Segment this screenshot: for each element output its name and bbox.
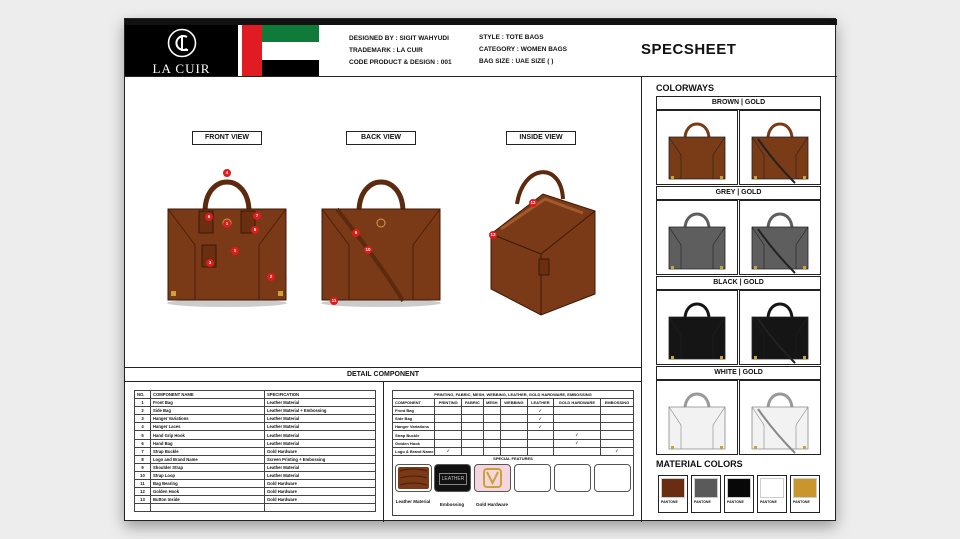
detail-cell: 8 bbox=[135, 455, 151, 463]
detail-component-title: DETAIL COMPONENT bbox=[125, 368, 641, 382]
detail-cell: Hand Bag bbox=[151, 439, 265, 447]
detail-cell: Bag Bearing bbox=[151, 480, 265, 488]
feature-empty-2 bbox=[554, 464, 591, 492]
marker-back-9: 9 bbox=[352, 229, 360, 237]
detail-cell: Gold Hardware bbox=[265, 488, 376, 496]
printing-check-cell bbox=[553, 423, 600, 431]
printing-check-cell bbox=[435, 439, 462, 447]
printing-check-cell bbox=[483, 439, 501, 447]
uae-flag bbox=[242, 25, 319, 77]
colorway-label: BLACK | GOLD bbox=[656, 276, 821, 290]
table-row bbox=[135, 431, 376, 439]
printing-check-cell bbox=[435, 423, 462, 431]
table-row bbox=[135, 471, 376, 479]
swatch-chip bbox=[727, 478, 751, 498]
detail-cell: Golden Hook bbox=[151, 488, 265, 496]
printing-header-cell: LEATHER bbox=[527, 399, 553, 407]
detail-cell bbox=[265, 504, 376, 512]
printing-check-cell bbox=[501, 415, 528, 423]
swatch-chip bbox=[694, 478, 718, 498]
marker-back-11: 11 bbox=[331, 298, 337, 303]
printing-check-cell bbox=[483, 431, 501, 439]
detail-cell: 10 bbox=[135, 471, 151, 479]
marker-inside-12: 12 bbox=[530, 200, 536, 205]
colorway-label: GREY | GOLD bbox=[656, 186, 821, 200]
printing-check-cell bbox=[600, 415, 633, 423]
colorway-bag-front bbox=[656, 380, 738, 455]
detail-cell: 2 bbox=[135, 407, 151, 415]
printing-check-cell bbox=[501, 431, 528, 439]
detail-cell: Front Bag bbox=[151, 399, 265, 407]
printing-check-cell bbox=[553, 407, 600, 415]
front-view-label: FRONT VIEW bbox=[192, 131, 262, 145]
feature-label-embossing: Embossing bbox=[439, 502, 465, 507]
special-features-label: SPECIAL FEATURES bbox=[393, 455, 634, 515]
detail-cell bbox=[135, 504, 151, 512]
swatch-label: PANTONE bbox=[727, 500, 744, 504]
detail-cell: 13 bbox=[135, 496, 151, 504]
detail-cell: Hanger Variations bbox=[151, 415, 265, 423]
printing-component-cell: Golden Hook bbox=[393, 439, 435, 447]
colorway-label: WHITE | GOLD bbox=[656, 366, 821, 380]
meta-block-left bbox=[349, 33, 452, 69]
swatch-label: PANTONE bbox=[661, 500, 678, 504]
printing-check-cell bbox=[501, 407, 528, 415]
detail-cell: Strap Loop bbox=[151, 471, 265, 479]
meta-block-right bbox=[479, 32, 567, 68]
table-row bbox=[135, 480, 376, 488]
table-row bbox=[135, 447, 376, 455]
colorway-bag-front bbox=[656, 200, 738, 275]
detail-cell: Leather Material bbox=[265, 415, 376, 423]
printing-header-cell: COMPONENT bbox=[393, 399, 435, 407]
back-view-bag bbox=[319, 167, 443, 307]
designed-by: DESIGNED BY : SIGIT WAHYUDI bbox=[349, 35, 449, 42]
spec-sheet bbox=[124, 18, 836, 521]
printing-check-cell bbox=[501, 423, 528, 431]
detail-cell: Leather Material bbox=[265, 423, 376, 431]
marker-front-3: 3 bbox=[206, 259, 214, 267]
printing-check-cell bbox=[435, 431, 462, 439]
printing-check-cell: ✓ bbox=[527, 415, 553, 423]
table-row bbox=[393, 423, 634, 431]
detail-cell: 9 bbox=[135, 463, 151, 471]
detail-cell: Strap Buckle bbox=[151, 447, 265, 455]
detail-cell: Leather Material bbox=[265, 399, 376, 407]
printing-table-title: PRINTING, FABRIC, MESH, WEBBING, LEATHER, GOLD HARDWARE, EMBOSSING bbox=[393, 391, 634, 399]
marker-front-7: 7 bbox=[253, 212, 261, 220]
detail-cell: Gold Hardware bbox=[265, 480, 376, 488]
colorways-title: COLORWAYS bbox=[656, 83, 715, 93]
material-swatch bbox=[790, 475, 820, 513]
printing-component-cell: Front Bag bbox=[393, 407, 435, 415]
feature-gold-hardware bbox=[474, 464, 511, 492]
detail-cell: 5 bbox=[135, 431, 151, 439]
inside-view-label: INSIDE VIEW bbox=[506, 131, 576, 145]
feature-leather-material bbox=[395, 464, 432, 492]
style: STYLE : TOTE BAGS bbox=[479, 34, 544, 41]
colorway-label: BROWN | GOLD bbox=[656, 96, 821, 110]
printing-check-cell bbox=[462, 407, 484, 415]
feature-embossing bbox=[434, 464, 471, 492]
printing-check-cell bbox=[435, 407, 462, 415]
printing-check-cell bbox=[462, 431, 484, 439]
table-row bbox=[393, 407, 634, 415]
printing-component-cell: Hanger Variations bbox=[393, 423, 435, 431]
table-row bbox=[135, 439, 376, 447]
feature-label-gold: Gold Hardware bbox=[475, 502, 508, 507]
marker-front-5: 5 bbox=[251, 226, 259, 234]
printing-check-cell bbox=[462, 415, 484, 423]
printing-header-cell: PRINTING bbox=[435, 399, 462, 407]
table-row bbox=[135, 504, 376, 512]
table-row bbox=[393, 415, 634, 423]
detail-cell: Shoulder Strap bbox=[151, 463, 265, 471]
feature-label-leather: Leather Material bbox=[395, 499, 431, 504]
printing-check-cell bbox=[462, 439, 484, 447]
printing-check-cell bbox=[462, 423, 484, 431]
brand-logo bbox=[125, 25, 238, 77]
printing-component-cell: Logo & Brand Name bbox=[393, 447, 435, 455]
detail-cell: Leather Material bbox=[265, 431, 376, 439]
detail-cell: Button Inside bbox=[151, 496, 265, 504]
printing-check-cell bbox=[483, 447, 501, 455]
brand-name: LA CUIR bbox=[152, 61, 211, 76]
material-swatch bbox=[691, 475, 721, 513]
detail-cell: 1 bbox=[135, 399, 151, 407]
table-row bbox=[135, 415, 376, 423]
front-view-bag bbox=[165, 167, 289, 307]
product-code: CODE PRODUCT & DESIGN : 001 bbox=[349, 59, 452, 66]
detail-header-cell: COMPONENT NAME bbox=[151, 391, 265, 399]
right-panel-divider bbox=[641, 76, 642, 522]
detail-cell: Leather Material + Embossing bbox=[265, 407, 376, 415]
printing-table bbox=[392, 390, 634, 516]
printing-check-cell bbox=[527, 431, 553, 439]
printing-check-cell: ✓ bbox=[553, 439, 600, 447]
bag-size: BAG SIZE : UAE SIZE ( ) bbox=[479, 58, 554, 65]
detail-cell: Hanger Laces bbox=[151, 423, 265, 431]
marker-inside-13: 13 bbox=[490, 232, 496, 237]
emboss-sample: LEATHER bbox=[439, 473, 467, 485]
printing-component-cell: Strap Buckle bbox=[393, 431, 435, 439]
printing-check-cell bbox=[600, 439, 633, 447]
marker-front-1a: 1 bbox=[223, 220, 231, 228]
table-row bbox=[135, 455, 376, 463]
printing-check-cell bbox=[527, 439, 553, 447]
printing-check-cell bbox=[600, 431, 633, 439]
printing-check-cell bbox=[600, 407, 633, 415]
detail-cell: Gold Hardware bbox=[265, 496, 376, 504]
detail-cell: 7 bbox=[135, 447, 151, 455]
detail-cell: Gold Hardware bbox=[265, 447, 376, 455]
detail-cell: Hand Grip Hook bbox=[151, 431, 265, 439]
marker-front-2: 2 bbox=[267, 273, 275, 281]
printing-check-cell bbox=[501, 439, 528, 447]
printing-check-cell: ✓ bbox=[600, 447, 633, 455]
detail-header-cell: NO. bbox=[135, 391, 151, 399]
printing-check-cell bbox=[553, 415, 600, 423]
material-swatch bbox=[658, 475, 688, 513]
feature-empty-1 bbox=[514, 464, 551, 492]
swatch-label: PANTONE bbox=[694, 500, 711, 504]
swatch-label: PANTONE bbox=[760, 500, 777, 504]
printing-check-cell bbox=[553, 447, 600, 455]
table-row bbox=[393, 439, 634, 447]
category: CATEGORY : WOMEN BAGS bbox=[479, 46, 567, 53]
detail-cell: 3 bbox=[135, 415, 151, 423]
table-row bbox=[135, 463, 376, 471]
printing-check-cell: ✓ bbox=[435, 447, 462, 455]
feature-empty-3 bbox=[594, 464, 631, 492]
printing-header-cell: EMBOSSING bbox=[600, 399, 633, 407]
colorway-bag-back bbox=[739, 290, 821, 365]
printing-check-cell: ✓ bbox=[553, 431, 600, 439]
back-view-label: BACK VIEW bbox=[346, 131, 416, 145]
detail-cell bbox=[151, 504, 265, 512]
printing-check-cell: ✓ bbox=[527, 407, 553, 415]
swatch-chip bbox=[793, 478, 817, 498]
marker-front-4: 4 bbox=[223, 169, 231, 177]
material-swatch bbox=[757, 475, 787, 513]
material-colors-title: MATERIAL COLORS bbox=[656, 459, 743, 469]
detail-cell: Logo and Brand Name bbox=[151, 455, 265, 463]
detail-component-table bbox=[134, 390, 376, 512]
swatch-label: PANTONE bbox=[793, 500, 810, 504]
printing-header-cell: GOLD HARDWARE bbox=[553, 399, 600, 407]
colorway-bag-back bbox=[739, 200, 821, 275]
printing-check-cell bbox=[600, 423, 633, 431]
detail-cell: 6 bbox=[135, 439, 151, 447]
detail-cell: Leather Material bbox=[265, 463, 376, 471]
marker-front-1b: 1 bbox=[231, 247, 239, 255]
printing-check-cell bbox=[483, 423, 501, 431]
table-row bbox=[135, 488, 376, 496]
printing-check-cell bbox=[527, 447, 553, 455]
marker-back-10: 10 bbox=[365, 247, 371, 252]
page-title: SPECSHEET bbox=[641, 41, 737, 58]
detail-cell: Leather Material bbox=[265, 471, 376, 479]
inside-view-bag bbox=[483, 159, 599, 317]
detail-cell: Screen Printing + Embossing bbox=[265, 455, 376, 463]
header-divider bbox=[125, 76, 837, 77]
material-swatch bbox=[724, 475, 754, 513]
detail-cell: Side Bag bbox=[151, 407, 265, 415]
detail-cell: 12 bbox=[135, 488, 151, 496]
table-row bbox=[135, 496, 376, 504]
colorway-bag-back bbox=[739, 380, 821, 455]
printing-check-cell bbox=[435, 415, 462, 423]
printing-check-cell bbox=[483, 415, 501, 423]
marker-front-6: 6 bbox=[205, 213, 213, 221]
table-row bbox=[393, 447, 634, 455]
table-row bbox=[393, 431, 634, 439]
detail-cell: 4 bbox=[135, 423, 151, 431]
table-row bbox=[135, 423, 376, 431]
printing-header-cell: FABRIC bbox=[462, 399, 484, 407]
table-row bbox=[135, 407, 376, 415]
printing-check-cell bbox=[483, 407, 501, 415]
tables-divider bbox=[383, 382, 384, 522]
brand-monogram-icon bbox=[167, 28, 197, 58]
colorway-bag-front bbox=[656, 110, 738, 185]
colorway-bag-front bbox=[656, 290, 738, 365]
detail-header-cell: SPECIFICATION bbox=[265, 391, 376, 399]
detail-cell: 11 bbox=[135, 480, 151, 488]
swatch-chip bbox=[760, 478, 784, 498]
printing-check-cell: ✓ bbox=[527, 423, 553, 431]
printing-header-cell: MESH bbox=[483, 399, 501, 407]
table-row bbox=[135, 399, 376, 407]
printing-component-cell: Side Bag bbox=[393, 415, 435, 423]
printing-check-cell bbox=[501, 447, 528, 455]
printing-check-cell bbox=[462, 447, 484, 455]
detail-cell: Leather Material bbox=[265, 439, 376, 447]
gold-buckle-icon bbox=[475, 465, 510, 491]
trademark: TRADEMARK : LA CUIR bbox=[349, 47, 423, 54]
printing-header-cell: WEBBING bbox=[501, 399, 528, 407]
colorway-bag-back bbox=[739, 110, 821, 185]
swatch-chip bbox=[661, 478, 685, 498]
